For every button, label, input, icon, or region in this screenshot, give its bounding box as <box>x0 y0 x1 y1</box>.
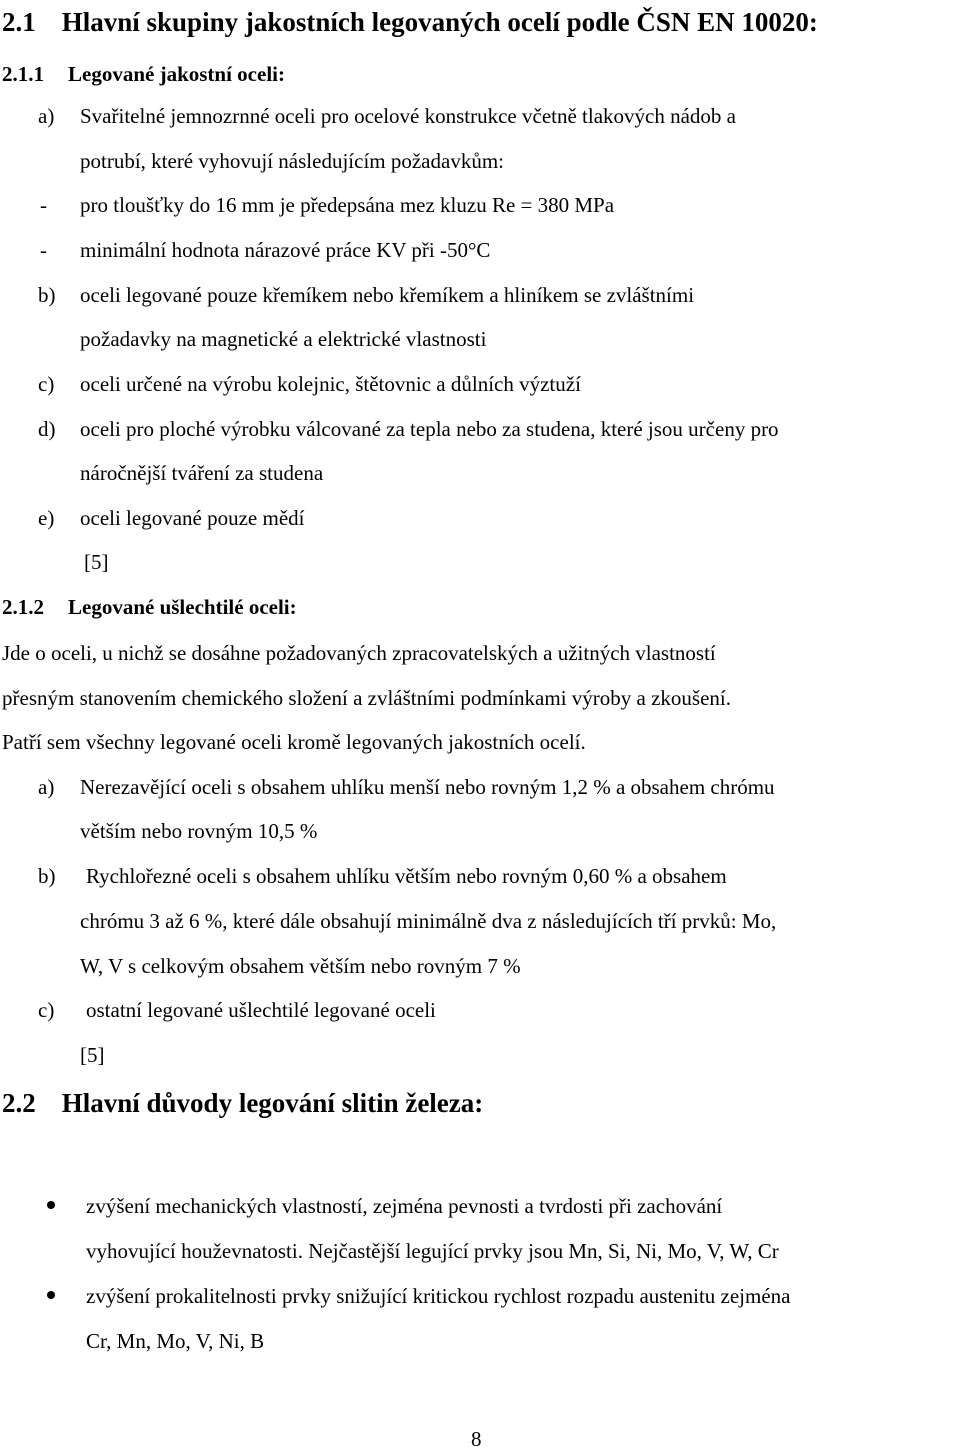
bullet-item-2-line-1: zvýšení prokalitelnosti prvky snižující kritickou rychlost rozpadu austenitu zejména <box>86 1284 791 1308</box>
reference-2: [5] <box>80 1043 105 1067</box>
bullet-item-2-line-2: Cr, Mn, Mo, V, Ni, B <box>86 1329 265 1353</box>
list-item-b-line-1: oceli legované pouze křemíkem nebo křemíkem a hliníkem se zvláštními <box>80 283 695 307</box>
dash-item-2: minimální hodnota nárazové práce KV při -50°C <box>80 238 491 262</box>
list-marker-c: c) <box>38 998 55 1022</box>
dash-marker-2: - <box>40 238 47 262</box>
subsection-number: 2.1.1 <box>2 62 44 86</box>
dash-item-1: pro tloušťky do 16 mm je předepsána mez kluzu Re = 380 MPa <box>80 193 615 217</box>
list-item-c: ostatní legované ušlechtilé legované oceli <box>86 998 436 1022</box>
subsection-title: Legované jakostní oceli: <box>68 62 285 86</box>
section-number: 2.2 <box>2 1088 36 1118</box>
paragraph-line-2: přesným stanovením chemického složení a zvláštními podmínkami výroby a zkoušení. <box>2 686 732 710</box>
list-item-a-line-2: větším nebo rovným 10,5 % <box>80 819 318 843</box>
list-marker-e: e) <box>38 506 55 530</box>
section-title: Hlavní skupiny jakostních legovaných ocelí podle ČSN EN 10020: <box>61 7 818 37</box>
list-item-e: oceli legované pouze mědí <box>80 506 305 530</box>
section-title: Hlavní důvody legování slitin železa: <box>61 1088 484 1118</box>
bullet-item-1-line-2: vyhovující houževnatosti. Nejčastější legující prvky jsou Mn, Si, Ni, Mo, V, W, Cr <box>86 1239 779 1263</box>
list-item-b-line-3: W, V s celkovým obsahem větším nebo rovným 7 % <box>80 954 521 978</box>
subsection-heading-2-1-1 <box>2 62 285 86</box>
list-marker-b: b) <box>38 864 56 888</box>
list-marker-c: c) <box>38 372 55 396</box>
reference-1: [5] <box>84 550 109 574</box>
bullet-item-1-line-1: zvýšení mechanických vlastností, zejména pevnosti a tvrdosti při zachování <box>86 1194 723 1218</box>
list-marker-b: b) <box>38 283 56 307</box>
bullet-icon <box>47 1291 55 1299</box>
section-heading-2-1 <box>2 7 818 37</box>
list-marker-a: a) <box>38 104 55 128</box>
page-number: 8 <box>471 1427 482 1451</box>
list-item-b-line-2: chrómu 3 až 6 %, které dále obsahují minimálně dva z následujících tří prvků: Mo, <box>80 909 777 933</box>
subsection-number: 2.1.2 <box>2 595 44 619</box>
list-item-b-line-2: požadavky na magnetické a elektrické vlastnosti <box>80 327 487 351</box>
subsection-title: Legované ušlechtilé oceli: <box>68 595 297 619</box>
list-item-c: oceli určené na výrobu kolejnic, štětovnic a důlních výztuží <box>80 372 581 396</box>
list-item-a-line-1: Nerezavějící oceli s obsahem uhlíku menší nebo rovným 1,2 % a obsahem chrómu <box>80 775 775 799</box>
list-item-d-line-2: náročnější tváření za studena <box>80 461 324 485</box>
paragraph-line-3: Patří sem všechny legované oceli kromě legovaných jakostních ocelí. <box>2 730 586 754</box>
bullet-icon <box>47 1201 55 1209</box>
list-marker-a: a) <box>38 775 55 799</box>
paragraph-line-1: Jde o oceli, u nichž se dosáhne požadovaných zpracovatelských a užitných vlastností <box>2 641 716 665</box>
list-item-a-line-1: Svařitelné jemnozrnné oceli pro ocelové konstrukce včetně tlakových nádob a <box>80 104 737 128</box>
section-heading-2-2 <box>2 1088 483 1118</box>
subsection-heading-2-1-2 <box>2 595 297 619</box>
list-item-d-line-1: oceli pro ploché výrobku válcované za tepla nebo za studena, které jsou určeny pro <box>80 417 779 441</box>
section-number: 2.1 <box>2 7 36 37</box>
list-item-a-line-2: potrubí, které vyhovují následujícím požadavkům: <box>80 149 504 173</box>
dash-marker-1: - <box>40 193 47 217</box>
list-marker-d: d) <box>38 417 56 441</box>
list-item-b-line-1: Rychlořezné oceli s obsahem uhlíku větším nebo rovným 0,60 % a obsahem <box>86 864 727 888</box>
